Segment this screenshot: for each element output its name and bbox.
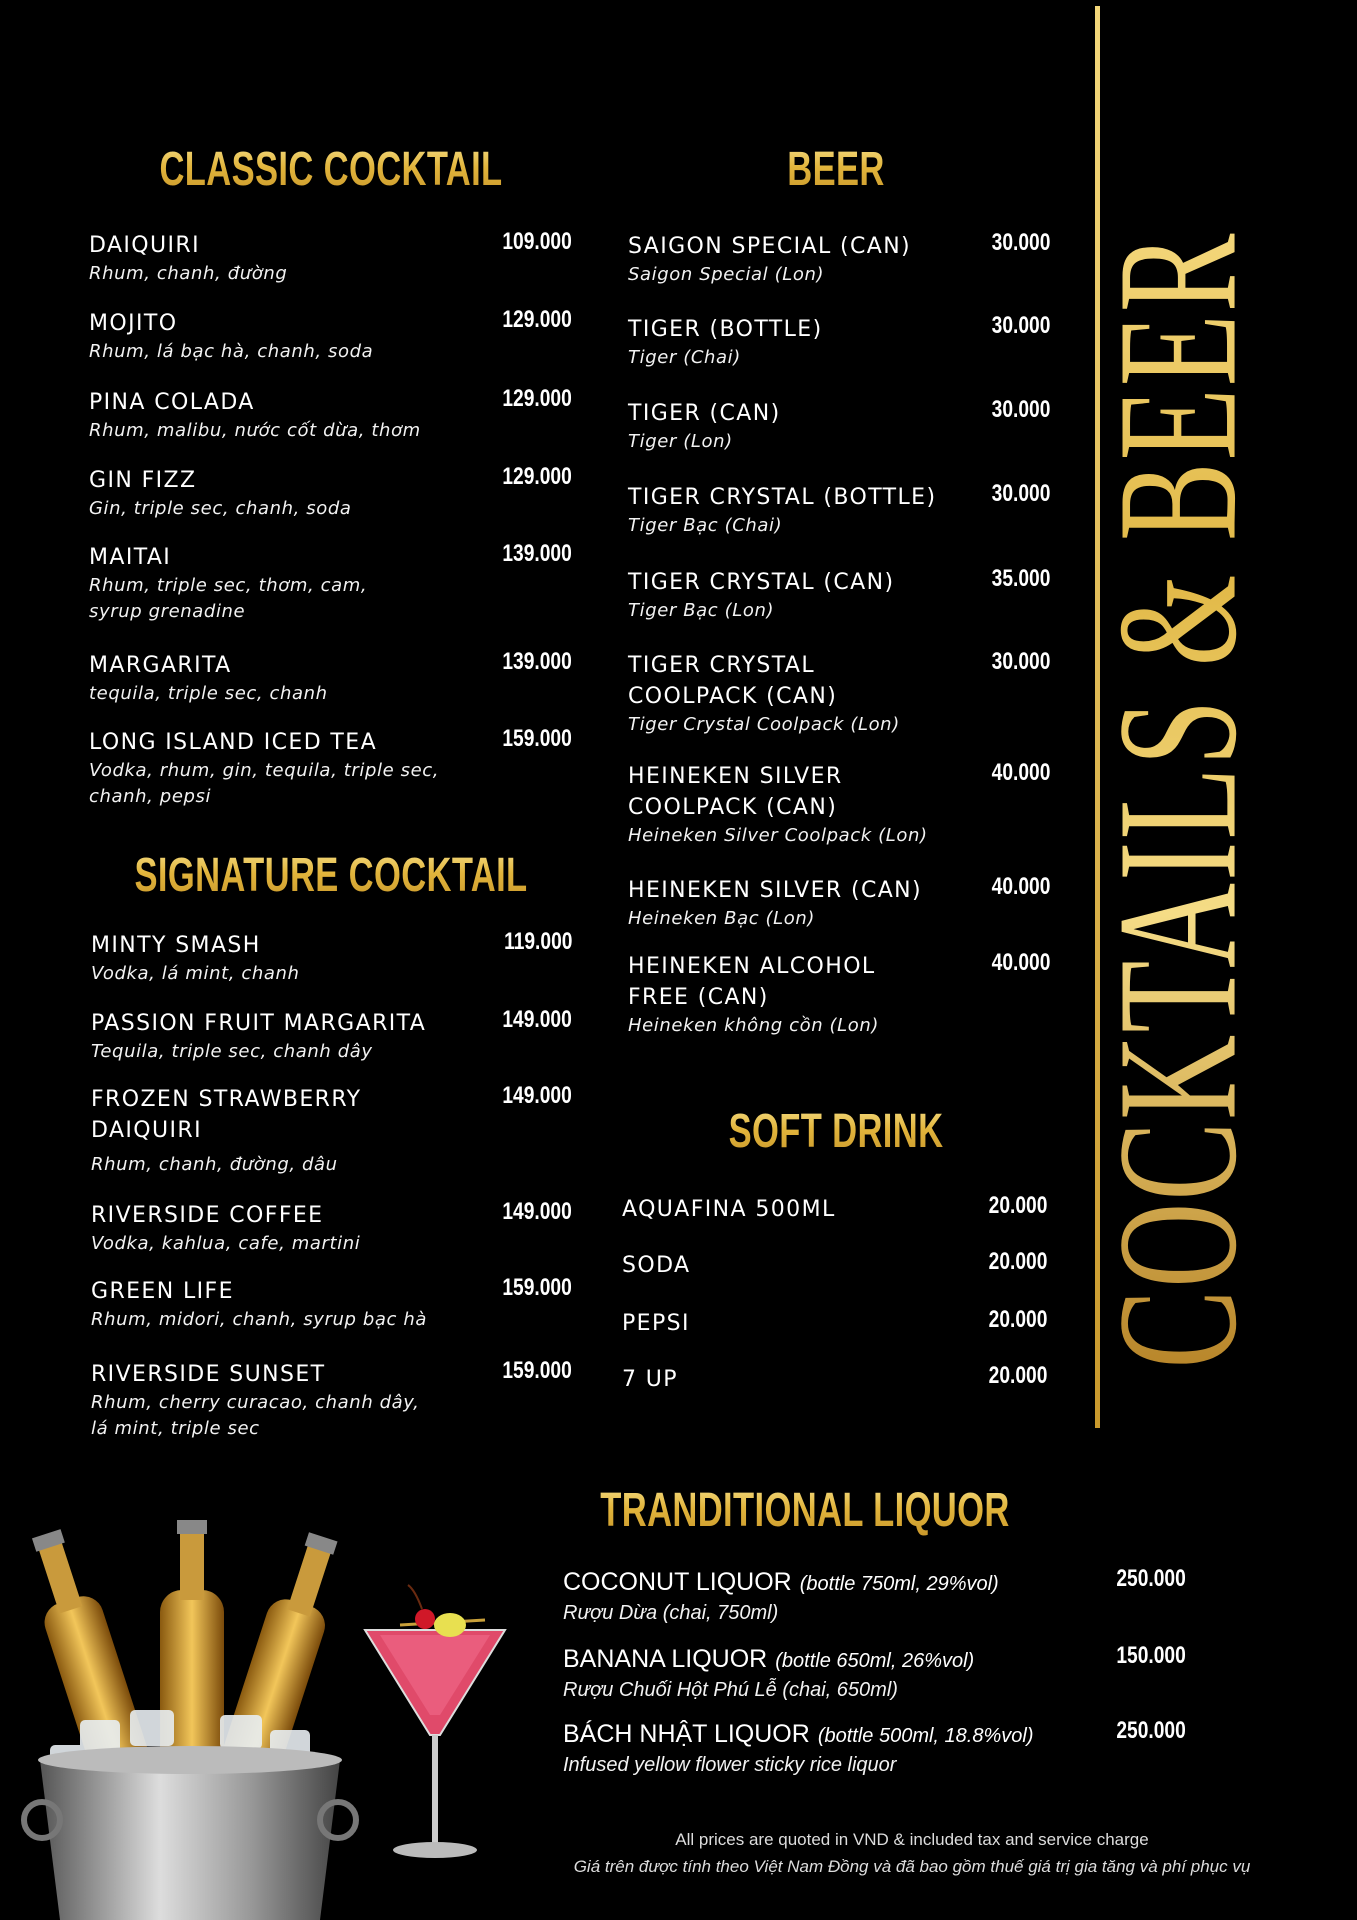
item-price: 159.000: [502, 1274, 572, 1301]
item-name-text: COCONUT LIQUOR: [563, 1568, 792, 1596]
menu-item: [628, 314, 823, 371]
item-name: [91, 1084, 361, 1146]
item-name-text: GREEN LIFE: [91, 1279, 234, 1304]
item-name: [628, 761, 928, 823]
item-name-text: HEINEKEN SILVER (CAN): [628, 878, 923, 903]
item-price: 30.000: [991, 480, 1050, 507]
menu-item: [91, 1084, 361, 1178]
item-name-text: TIGER CRYSTAL (CAN): [628, 570, 895, 595]
item-name-text: MINTY SMASH: [91, 933, 261, 958]
menu-item: [622, 1308, 690, 1339]
item-description: Tiger Bạc (Chai): [628, 515, 783, 536]
item-name: [628, 231, 911, 262]
item-name-text: BANANA LIQUOR: [563, 1645, 768, 1673]
menu-item: [628, 875, 922, 932]
item-name-text: BÁCH NHẬT LIQUOR: [563, 1720, 810, 1748]
item-name: [622, 1194, 836, 1225]
item-name-text: SODA: [622, 1253, 691, 1278]
menu-item: [628, 482, 936, 539]
martini-glass-illustration: [360, 1575, 510, 1885]
item-price: 139.000: [502, 648, 572, 675]
item-name-text: FROZEN STRAWBERRY DAIQUIRI: [91, 1087, 362, 1143]
item-name-text: MARGARITA: [89, 653, 232, 678]
item-description: Rhum, cherry curacao, chanh dây, lá mint, triple sec: [91, 1392, 420, 1439]
item-description: Vodka, rhum, gin, tequila, triple sec, chanh, pepsi: [89, 760, 440, 807]
menu-item: [563, 1719, 1033, 1778]
item-price: 250.000: [1116, 1717, 1186, 1744]
item-price: 40.000: [991, 873, 1050, 900]
menu-item: [563, 1644, 974, 1703]
beer-bucket-illustration: [20, 1520, 380, 1920]
item-price: 149.000: [502, 1006, 572, 1033]
item-description: Rhum, chanh, đường: [89, 263, 288, 284]
menu-item: [563, 1567, 999, 1626]
item-description: Rượu Dừa (chai, 750ml): [563, 1602, 779, 1624]
menu-item: [89, 308, 373, 365]
item-name: [91, 1200, 360, 1231]
menu-item: [91, 1276, 427, 1333]
item-name: [622, 1250, 691, 1281]
item-description: Heineken Bạc (Lon): [628, 908, 816, 929]
item-name: [628, 875, 922, 906]
menu-item: [622, 1250, 691, 1281]
item-name: [89, 308, 373, 339]
menu-item: [628, 761, 928, 849]
item-price: 30.000: [991, 396, 1050, 423]
menu-item: [622, 1364, 678, 1395]
item-name: [628, 398, 781, 429]
price-note-vietnamese: Giá trên được tính theo Việt Nam Đồng và đã bao gồm thuế giá trị gia tăng và phí phục vụ: [573, 1857, 1251, 1876]
item-name: [628, 650, 900, 712]
beer-title: BEER: [787, 143, 885, 196]
item-description: Tiger Crystal Coolpack (Lon): [628, 714, 900, 735]
item-description: Rhum, midori, chanh, syrup bạc hà: [91, 1309, 428, 1330]
item-name-text: HEINEKEN ALCOHOL FREE (CAN): [628, 954, 876, 1010]
item-description: Tiger Bạc (Lon): [628, 600, 775, 621]
item-price: 250.000: [1116, 1565, 1186, 1592]
item-description: Infused yellow flower sticky rice liquor: [563, 1754, 897, 1776]
item-price: 129.000: [502, 306, 572, 333]
item-description: Rhum, lá bạc hà, chanh, soda: [89, 341, 374, 362]
menu-item: [91, 1359, 419, 1442]
item-price: 109.000: [502, 228, 572, 255]
item-description: Saigon Special (Lon): [628, 264, 825, 285]
item-price: 20.000: [988, 1192, 1047, 1219]
item-name: [628, 951, 879, 1013]
menu-item: [89, 230, 287, 287]
menu-item: [628, 231, 911, 288]
item-name-text: PEPSI: [622, 1311, 690, 1336]
menu-item: [622, 1194, 836, 1225]
item-name: [89, 727, 439, 758]
item-name-text: 7 UP: [622, 1367, 678, 1392]
item-name: [628, 482, 936, 513]
item-description: Gin, triple sec, chanh, soda: [89, 498, 352, 519]
item-price: 159.000: [502, 725, 572, 752]
item-name-text: MAITAI: [89, 545, 172, 570]
menu-item: [628, 951, 879, 1039]
item-name: [622, 1364, 678, 1395]
item-name: [628, 567, 894, 598]
menu-item: [89, 650, 328, 707]
item-description: Tiger (Lon): [628, 431, 733, 452]
item-name-text: TIGER (CAN): [628, 401, 781, 426]
item-name-text: HEINEKEN SILVER COOLPACK (CAN): [628, 764, 843, 820]
item-price: 150.000: [1116, 1642, 1186, 1669]
item-price: 149.000: [502, 1198, 572, 1225]
menu-item: [628, 567, 894, 624]
menu-item: [91, 1200, 360, 1257]
item-name-text: DAIQUIRI: [89, 233, 200, 258]
item-name-text: LONG ISLAND ICED TEA: [89, 730, 378, 755]
item-price: 129.000: [502, 463, 572, 490]
item-name-text: GIN FIZZ: [89, 468, 197, 493]
item-name-text: RIVERSIDE COFFEE: [91, 1203, 324, 1228]
item-description: Tiger (Chai): [628, 347, 741, 368]
item-name-text: TIGER (BOTTLE): [628, 317, 823, 342]
item-name-text: SAIGON SPECIAL (CAN): [628, 234, 912, 259]
price-note-english: All prices are quoted in VND & included tax and service charge: [675, 1830, 1149, 1849]
item-description: Rhum, triple sec, thơm, cam, syrup grenadine: [89, 575, 368, 622]
vertical-page-title: COCKTAILS & BEER: [1079, 231, 1276, 1368]
item-price: 20.000: [988, 1248, 1047, 1275]
classic-cocktail-title: CLASSIC COCKTAIL: [159, 143, 503, 196]
soft-drink-title: SOFT DRINK: [728, 1105, 944, 1158]
menu-item: [89, 542, 367, 625]
item-name-text: PINA COLADA: [89, 390, 255, 415]
item-spec: (bottle 650ml, 26%vol): [775, 1650, 975, 1672]
item-name-text: RIVERSIDE SUNSET: [91, 1362, 326, 1387]
item-name: [622, 1308, 690, 1339]
item-name: [563, 1644, 974, 1677]
item-description: Rhum, malibu, nước cốt dừa, thơm: [89, 420, 421, 441]
item-description: Rượu Chuối Hột Phú Lễ (chai, 650ml): [563, 1679, 898, 1701]
item-price: 35.000: [991, 565, 1050, 592]
item-name-text: TIGER CRYSTAL (BOTTLE): [628, 485, 937, 510]
item-description: Tequila, triple sec, chanh dây: [91, 1041, 373, 1062]
item-price: 20.000: [988, 1306, 1047, 1333]
item-description: tequila, triple sec, chanh: [89, 683, 328, 704]
item-price: 30.000: [991, 312, 1050, 339]
item-price: 30.000: [991, 229, 1050, 256]
item-name: [91, 1359, 419, 1390]
item-name: [91, 930, 300, 961]
item-spec: (bottle 750ml, 29%vol): [799, 1573, 999, 1595]
item-spec: (bottle 500ml, 18.8%vol): [817, 1725, 1034, 1747]
menu-item: [628, 398, 781, 455]
item-price: 30.000: [991, 648, 1050, 675]
traditional-liquor-title: TRANDITIONAL LIQUOR: [600, 1484, 1010, 1537]
item-description: Vodka, lá mint, chanh: [91, 963, 300, 984]
item-price: 40.000: [991, 759, 1050, 786]
menu-item: [91, 930, 300, 987]
item-name: [91, 1276, 427, 1307]
menu-item: [89, 387, 421, 444]
menu-item: [89, 727, 439, 810]
signature-cocktail-title: SIGNATURE COCKTAIL: [134, 849, 528, 902]
menu-item: [91, 1008, 426, 1065]
item-name: [89, 230, 287, 261]
menu-item: [628, 650, 900, 738]
item-price: 119.000: [503, 928, 572, 955]
item-name: [89, 542, 367, 573]
item-price: 159.000: [502, 1357, 572, 1384]
item-name: [89, 387, 421, 418]
item-name-text: TIGER CRYSTAL COOLPACK (CAN): [628, 653, 838, 709]
item-description: Vodka, kahlua, cafe, martini: [91, 1233, 361, 1254]
item-name: [563, 1567, 999, 1600]
item-price: 139.000: [502, 540, 572, 567]
item-name: [89, 465, 352, 496]
item-price: 40.000: [991, 949, 1050, 976]
menu-item: [89, 465, 352, 522]
item-name-text: PASSION FRUIT MARGARITA: [91, 1011, 427, 1036]
item-name-text: AQUAFINA 500ML: [622, 1197, 836, 1222]
item-name: [563, 1719, 1033, 1752]
item-name-text: MOJITO: [89, 311, 178, 336]
item-price: 129.000: [502, 385, 572, 412]
item-description: Rhum, chanh, đường, dâu: [91, 1154, 338, 1175]
item-name: [628, 314, 823, 345]
item-name: [91, 1008, 426, 1039]
item-name: [89, 650, 328, 681]
item-price: 149.000: [502, 1082, 572, 1109]
item-price: 20.000: [988, 1362, 1047, 1389]
item-description: Heineken không cồn (Lon): [628, 1015, 880, 1036]
item-description: Heineken Silver Coolpack (Lon): [628, 825, 928, 846]
